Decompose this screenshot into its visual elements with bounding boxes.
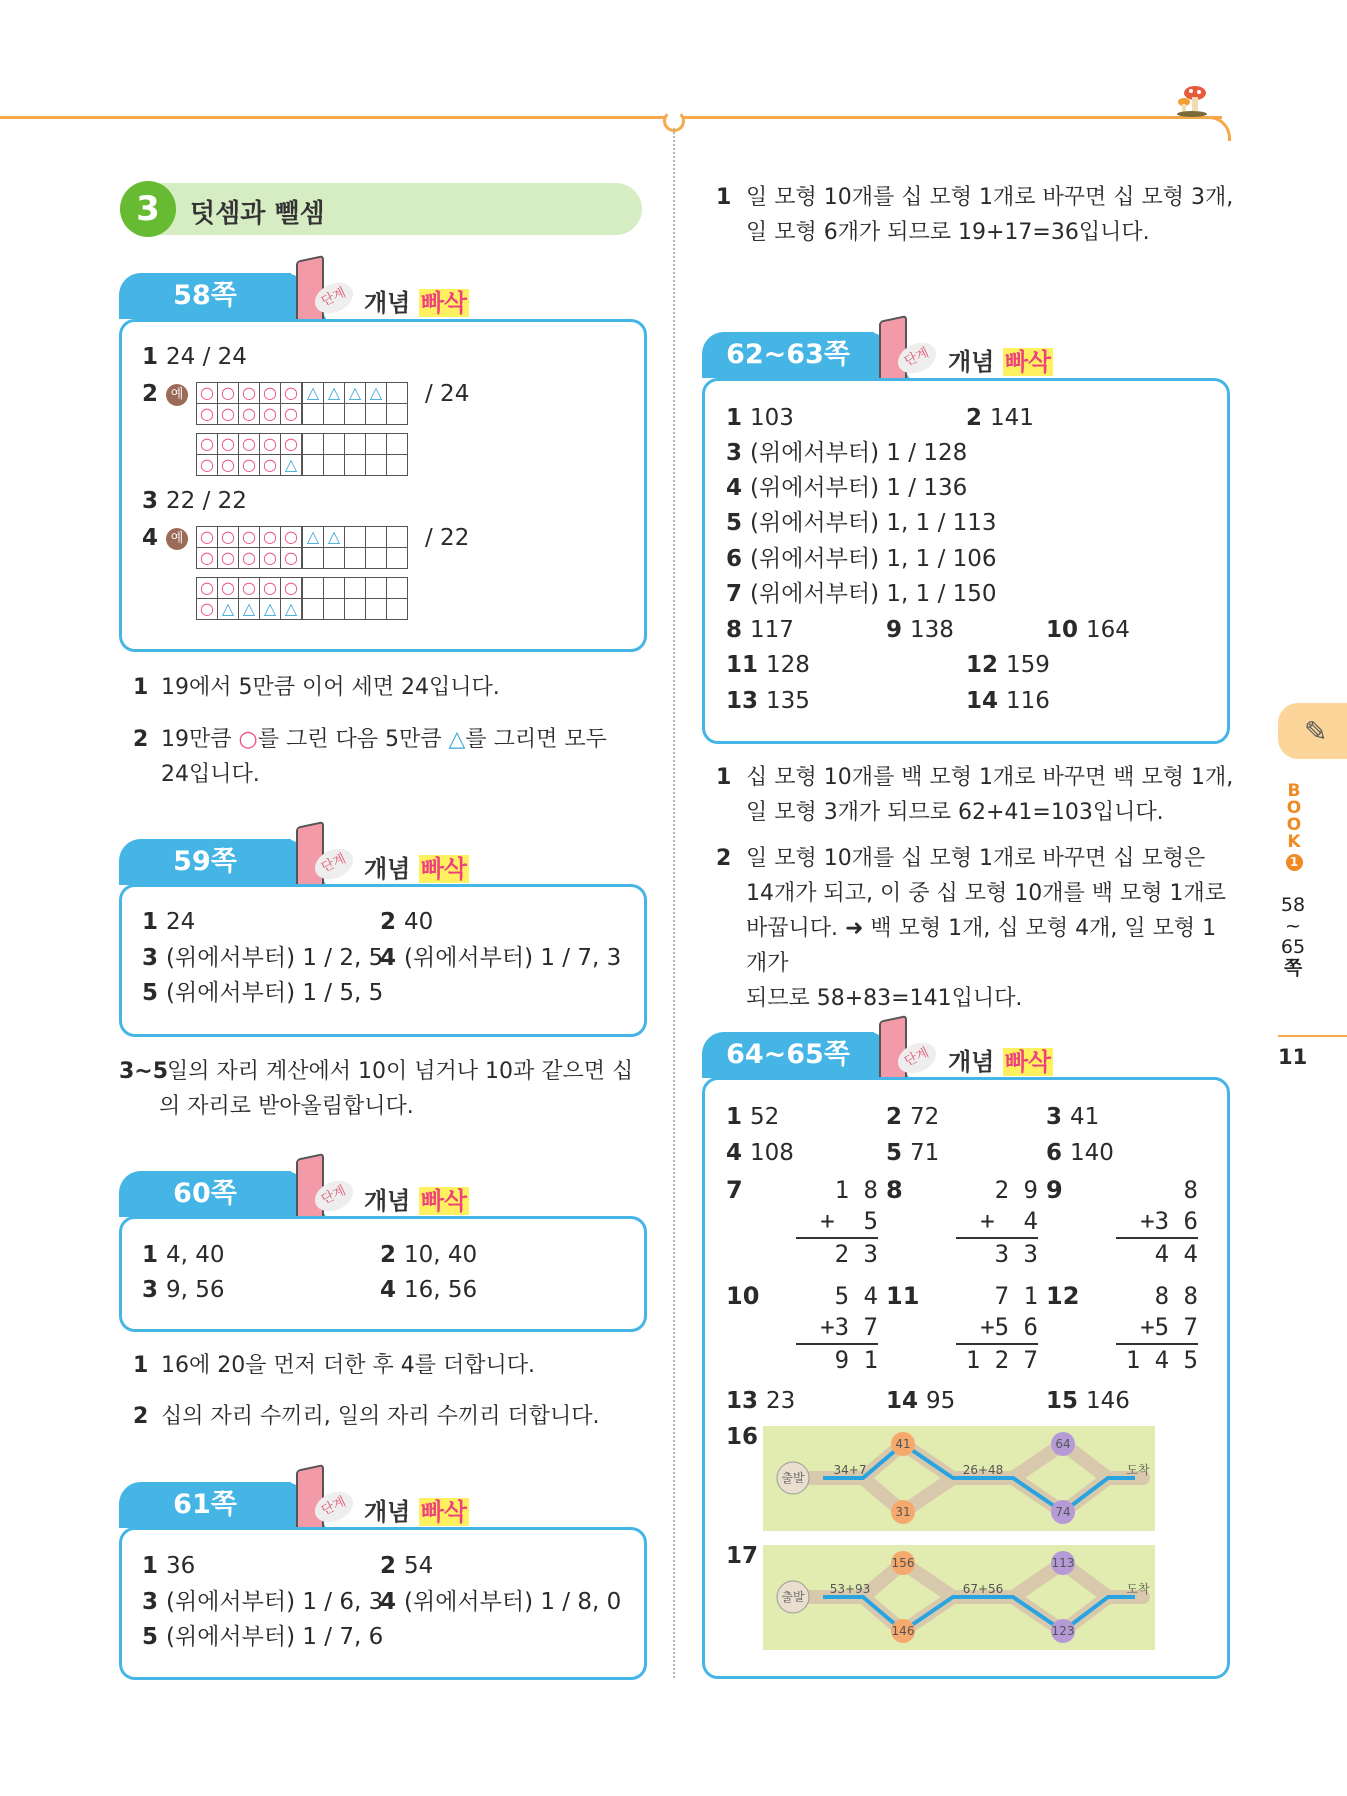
tenframe-58-4b: ○ ○ ○ ○ ○ ○ △ △ △ △: [196, 577, 408, 620]
page-tab-61: 61쪽: [119, 1482, 291, 1528]
page-tab-62-63: 62~63쪽: [702, 332, 874, 378]
answer-59-4: 4 (위에서부터) 1 / 7, 3: [380, 945, 622, 971]
calc-8: 8 2 9 + 4 3 3: [886, 1176, 1038, 1268]
stage-one-badge: 단계: [292, 258, 388, 322]
map17-node-top-2: 113: [1051, 1556, 1075, 1570]
calc-9: 9 8 +3 6 4 4: [1046, 1176, 1198, 1268]
map16-end: 도착: [1126, 1463, 1150, 1477]
map17-start: 출발: [781, 1590, 805, 1604]
explanation-62-2: 2 일 모형 10개를 십 모형 1개로 바꾸면 십 모형은 14개가 되고, 이 중 십 모형 10개를 백 모형 1개로 바꿉니다. ➜ 백 모형 1개, 십 모형 4개, 일 모형 1개가 되므로 58+83=141입니다.: [716, 846, 1226, 1011]
page-tab-60: 60쪽: [119, 1171, 291, 1217]
answer-62-10: 10 164: [1046, 617, 1130, 643]
chapter-header: [120, 183, 642, 235]
calc-12: 12 8 8 +5 7 1 4 5: [1046, 1282, 1198, 1374]
answer-58-3: 3 22 / 22: [142, 488, 247, 514]
answer-61-2: 2 54: [380, 1553, 434, 1579]
side-tab: [1278, 703, 1347, 759]
map16-node-top-1: 41: [895, 1437, 911, 1451]
page-tab-label: 58쪽: [173, 280, 237, 311]
explanation-60-2: 2 십의 자리 수끼리, 일의 자리 수끼리 더합니다.: [133, 1404, 600, 1429]
answer-61-5: 5 (위에서부터) 1 / 7, 6: [142, 1624, 384, 1650]
answer-62-14: 14 116: [966, 688, 1050, 714]
tenframe-58-2b: ○ ○ ○ ○ ○ ○ ○ ○ ○ △: [196, 433, 408, 476]
answer-59-2: 2 40: [380, 909, 434, 935]
route-map-17-graphic: [763, 1545, 1155, 1650]
answer-62-6: 6 (위에서부터) 1, 1 / 106: [726, 546, 997, 572]
map17-node-bot-2: 123: [1051, 1624, 1075, 1638]
page-tab-59: 59쪽: [119, 839, 291, 885]
calc-7: 7 1 8 + 5 2 3: [726, 1176, 878, 1268]
stage-one-badge: 단계: [292, 1156, 388, 1220]
answer-60-1: 1 4, 40: [142, 1242, 225, 1268]
explanation-60-1: 1 16에 20을 먼저 더한 후 4를 더합니다.: [133, 1353, 535, 1378]
answer-64-3: 3 41: [1046, 1104, 1100, 1130]
map16-node-top-2: 64: [1055, 1437, 1071, 1451]
answer-58-4-value: / 22: [425, 525, 470, 551]
answer-62-1: 1 103: [726, 405, 794, 431]
route-map-16-graphic: [763, 1426, 1155, 1531]
answer-box-60: [119, 1216, 647, 1332]
chapter-number: 3: [120, 181, 176, 237]
map16-node-bot-2: 74: [1055, 1505, 1071, 1519]
stage-one-badge: 단계: [875, 318, 971, 382]
explanation-61-1: 1 일 모형 10개를 십 모형 1개로 바꾸면 십 모형 3개, 일 모형 6개가 되므로 19+17=36입니다.: [716, 185, 1234, 245]
answer-59-1: 1 24: [142, 909, 196, 935]
route-map-16: [763, 1426, 1155, 1531]
page-tab-58: [119, 273, 291, 319]
concept-heading: 개념 빠삭: [948, 348, 1052, 376]
answer-61-1: 1 36: [142, 1553, 196, 1579]
answer-64-14: 14 95: [886, 1388, 956, 1414]
answer-64-15: 15 146: [1046, 1388, 1130, 1414]
stage-one-badge: 단계: [292, 1467, 388, 1531]
answer-64-4: 4 108: [726, 1140, 794, 1166]
answer-64-2: 2 72: [886, 1104, 940, 1130]
concept-heading: 개념 빠삭: [364, 1187, 468, 1215]
tenframe-58-4a: ○ ○ ○ ○ ○ △ △ ○ ○ ○ ○ ○: [196, 526, 408, 569]
answer-62-4: 4 (위에서부터) 1 / 136: [726, 475, 968, 501]
page-number: 11: [1278, 1045, 1308, 1069]
map17-node-top-1: 156: [891, 1556, 915, 1570]
explanation-62-1: 1 십 모형 10개를 백 모형 1개로 바꾸면 백 모형 1개, 일 모형 3개가 되므로 62+41=103입니다.: [716, 765, 1234, 825]
map16-node-bot-1: 31: [895, 1505, 911, 1519]
answer-60-4: 4 16, 56: [380, 1277, 478, 1303]
answer-58-2-value: / 24: [425, 381, 470, 407]
answer-64-6: 6 140: [1046, 1140, 1114, 1166]
answer-64-13: 13 23: [726, 1388, 796, 1414]
side-book-label: B O O K 1: [1286, 781, 1302, 869]
answer-62-8: 8 117: [726, 617, 794, 643]
answer-61-3: 3 (위에서부터) 1 / 6, 3: [142, 1589, 384, 1615]
answer-58-4-label: 4 예: [142, 523, 188, 553]
map17-end: 도착: [1126, 1582, 1150, 1596]
column-divider: [673, 128, 675, 1678]
explanation-58-1: 1 19에서 5만큼 이어 세면 24입니다.: [133, 675, 500, 700]
answer-62-12: 12 159: [966, 652, 1050, 678]
side-rule: [1278, 1035, 1347, 1037]
answer-58-2-label: 2 예: [142, 379, 188, 409]
map16-expr-1: 34+7: [833, 1463, 867, 1477]
answer-64-17-label: 17: [726, 1543, 759, 1569]
map16-start: 출발: [781, 1471, 805, 1485]
map17-node-bot-1: 146: [891, 1624, 915, 1638]
concept-heading: 개념 빠삭: [364, 289, 468, 317]
answer-64-16-label: 16: [726, 1424, 759, 1450]
answer-61-4: 4 (위에서부터) 1 / 8, 0: [380, 1589, 622, 1615]
stage-one-badge: 단계: [292, 824, 388, 888]
mushroom-icon: [1175, 83, 1209, 117]
answer-62-3: 3 (위에서부터) 1 / 128: [726, 440, 968, 466]
explanation-58-2: 2 19만큼 ○를 그린 다음 5만큼 △를 그리면 모두 24입니다.: [133, 727, 607, 787]
stage-one-badge: 단계: [875, 1018, 971, 1082]
header-corner: [1200, 116, 1231, 141]
answer-62-5: 5 (위에서부터) 1, 1 / 113: [726, 510, 997, 536]
answer-64-1: 1 52: [726, 1104, 780, 1130]
map17-expr-2: 67+56: [962, 1582, 1004, 1596]
answer-60-3: 3 9, 56: [142, 1277, 225, 1303]
side-page-range: 58 ~ 65 쪽: [1280, 894, 1306, 979]
answer-62-7: 7 (위에서부터) 1, 1 / 150: [726, 581, 997, 607]
route-map-17: [763, 1545, 1155, 1650]
answer-59-3: 3 (위에서부터) 1 / 2, 5: [142, 945, 384, 971]
page-tab-64-65: 64~65쪽: [702, 1032, 874, 1078]
calc-10: 10 5 4 +3 7 9 1: [726, 1282, 878, 1374]
chapter-title: 덧셈과 뺄셈: [190, 199, 325, 229]
answer-59-5: 5 (위에서부터) 1 / 5, 5: [142, 980, 384, 1006]
answer-58-1: 1 24 / 24: [142, 344, 247, 370]
concept-heading: 개념 빠삭: [364, 855, 468, 883]
explanation-59: 3~5 일의 자리 계산에서 10이 넘거나 10과 같으면 십 의 자리로 받아올림합니다.: [119, 1059, 634, 1119]
tenframe-58-2a: ○ ○ ○ ○ ○ △ △ △ △ ○ ○ ○ ○ ○: [196, 382, 408, 425]
concept-heading: 개념 빠삭: [948, 1048, 1052, 1076]
answer-60-2: 2 10, 40: [380, 1242, 478, 1268]
answer-62-2: 2 141: [966, 405, 1034, 431]
map17-expr-1: 53+93: [829, 1582, 871, 1596]
answer-62-9: 9 138: [886, 617, 954, 643]
answer-64-5: 5 71: [886, 1140, 940, 1166]
answer-62-11: 11 128: [726, 652, 810, 678]
header-rule: [0, 116, 1222, 119]
concept-heading: 개념 빠삭: [364, 1498, 468, 1526]
answer-62-13: 13 135: [726, 688, 810, 714]
map16-expr-2: 26+48: [962, 1463, 1004, 1477]
notebook-icon: ✎: [1304, 715, 1328, 748]
calc-11: 11 7 1 +5 6 1 2 7: [886, 1282, 1038, 1374]
